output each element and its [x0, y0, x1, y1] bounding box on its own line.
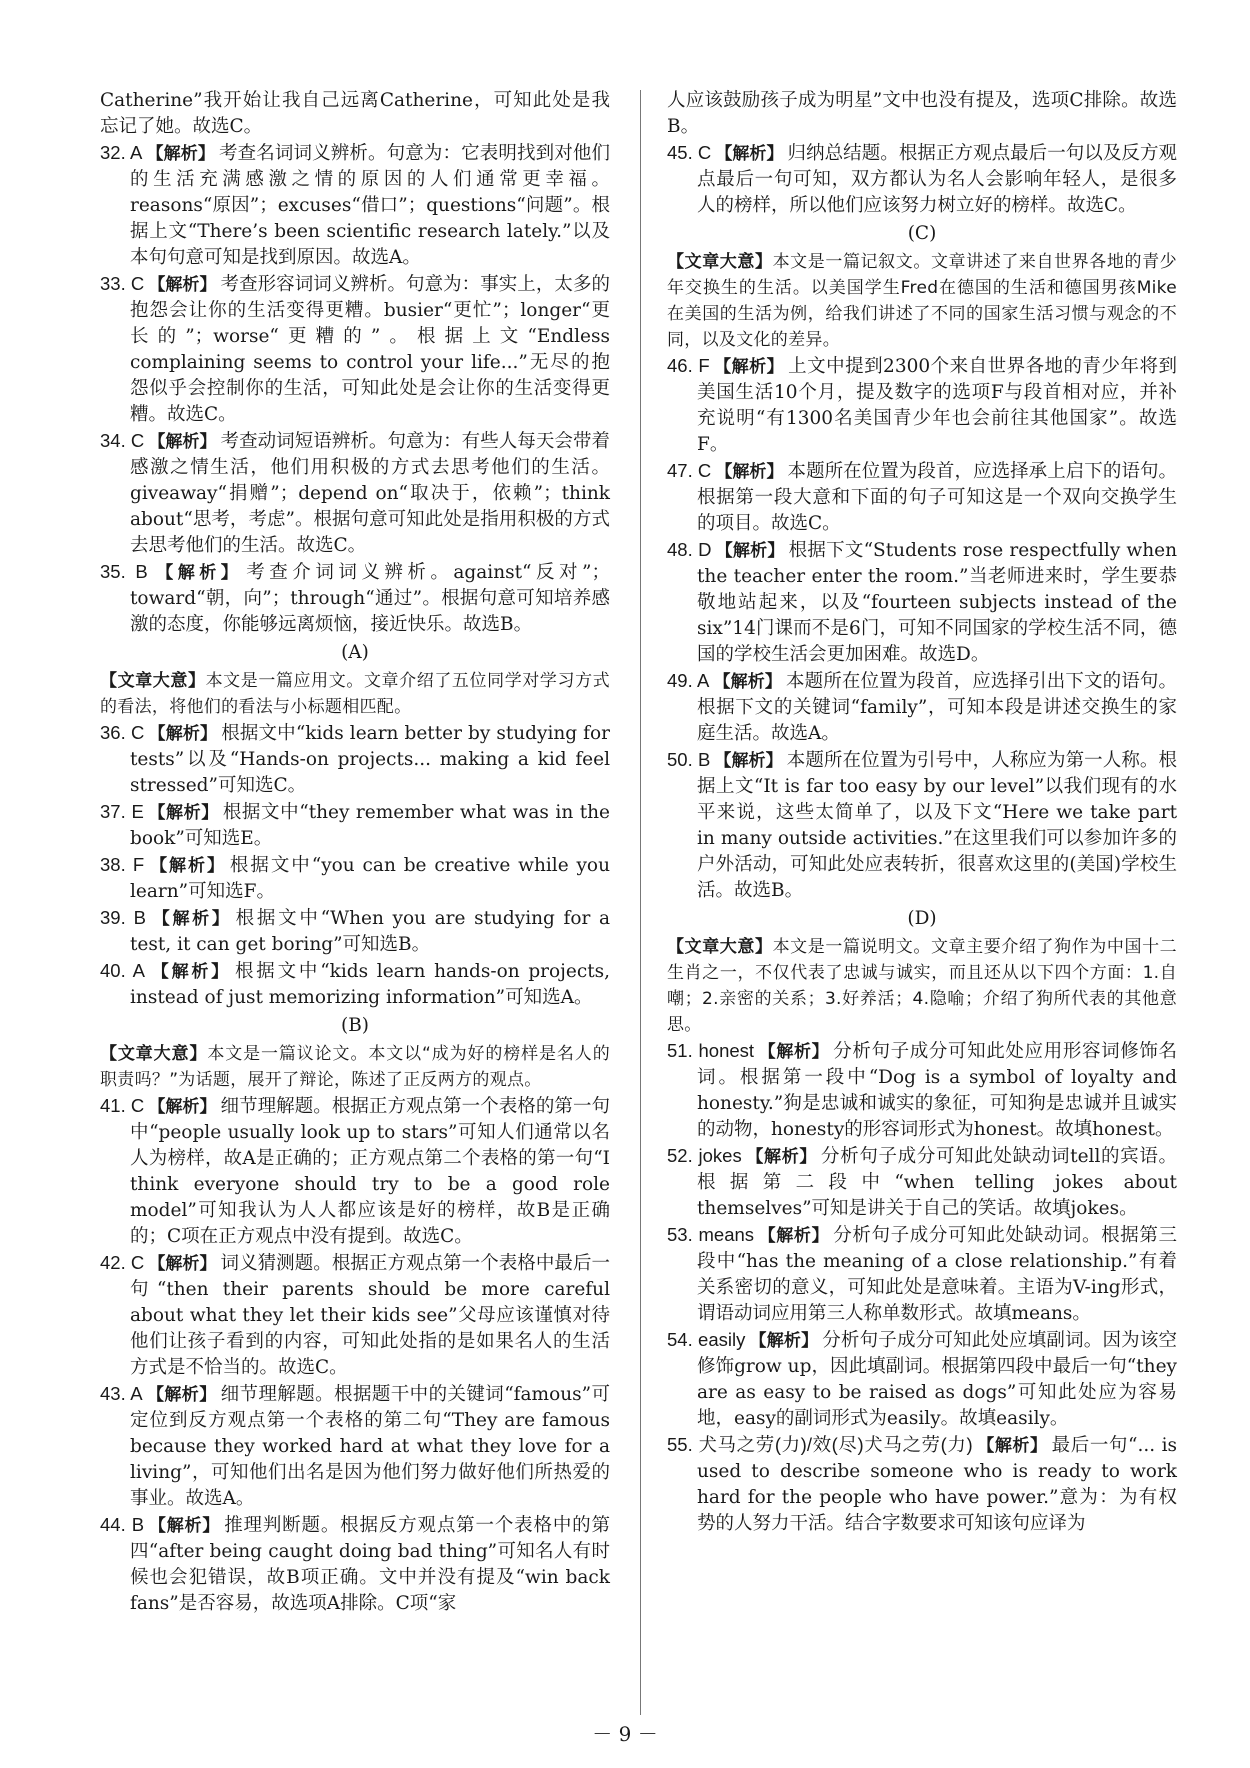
- answer-number: 41. C: [100, 1095, 145, 1116]
- answer-item-44: [100, 1512, 610, 1617]
- analysis-label: 【解析】: [146, 1385, 217, 1405]
- analysis-label: 【解析】: [148, 724, 218, 744]
- analysis-label: 【解析】: [148, 1516, 221, 1536]
- answer-number: 45. C: [667, 142, 712, 163]
- answer-item-50: [667, 747, 1177, 904]
- summary-label: 【文章大意】: [667, 937, 773, 957]
- analysis-label: 【解析】: [715, 541, 785, 561]
- analysis-label: 【解析】: [148, 1254, 217, 1274]
- analysis-label: 【解析】: [713, 357, 785, 377]
- section-heading-c: (C): [907, 223, 937, 244]
- continuation-text: Catherine”我开始让我自己远离Catherine，可知此处是我忘记了她。故选C。: [100, 90, 610, 137]
- article-summary-d: [667, 934, 1177, 1038]
- analysis-label: 【解析】: [146, 144, 215, 164]
- answer-text: 细节理解题。根据正方观点第一个表格的第一句中“people usually look up to stars”可知人们通常以名人为榜样，故A是正确的；正方观点第二个表格的第一句“I think everyone should try to be a good role model”可知我认为人人都应该是好的榜样，故B是正确的；C项在正方观点中没有提到。故选C。: [130, 1096, 611, 1247]
- answer-number: 36. C: [100, 722, 145, 743]
- analysis-label: 【解析】: [148, 275, 217, 295]
- answer-number: 33. C: [100, 273, 145, 294]
- summary-text: 本文是一篇记叙文。文章讲述了来自世界各地的青少年交换生的生活。以美国学生Fred在德国的生活和德国男孩Mike在美国的生活为例，给我们讲述了不同的国家生活习惯与观念的不同，以及文化的差异。: [667, 252, 1177, 350]
- article-summary-c: [667, 249, 1177, 353]
- answer-text: 上文中提到2300个来自世界各地的青少年将到美国生活10个月，提及数字的选项F与段首相对应，并补充说明“有1300名美国青少年也会前往其他国家”。故选F。: [697, 356, 1177, 455]
- summary-text: 本文是一篇说明文。文章主要介绍了狗作为中国十二生肖之一，不仅代表了忠诚与诚实，而且还从以下四个方面：1.自嘲；2.亲密的关系；3.好养活；4.隐喻；介绍了狗所代表的其他意思。: [667, 937, 1177, 1035]
- analysis-label: 【解析】: [151, 563, 243, 583]
- answer-text: 根据文中“they remember what was in the book”可知选E。: [130, 802, 611, 849]
- answer-text: 最后一句“... is used to describe someone who is ready to work hard for the people who have power.”意为：为有权势的人努力干活。结合字数要求可知该句应译为: [697, 1435, 1177, 1534]
- answer-number: 53. means: [667, 1224, 755, 1245]
- analysis-label: 【解析】: [149, 909, 232, 929]
- analysis-label: 【解析】: [758, 1042, 830, 1062]
- answer-item-38: [100, 852, 610, 905]
- analysis-label: 【解析】: [713, 672, 782, 692]
- answer-item-54: [667, 1327, 1177, 1432]
- answer-number: 35. B: [100, 561, 148, 582]
- answer-item-37: [100, 799, 610, 852]
- answer-text: 分析句子成分可知此处缺动词。根据第三段中“has the meaning of a close relationship.”有着关系密切的意义，可知此处是意味着。主语为V-ing形式，谓语动词应用第三人称单数形式。故填means。: [697, 1225, 1178, 1324]
- answer-number: 43. A: [100, 1383, 143, 1404]
- answer-number: 49. A: [667, 670, 710, 691]
- answer-text: 推理判断题。根据反方观点第一个表格中的第四“after being caught doing bad thing”可知名人有时候也会犯错误，故B项正确。文中并没有提及“win back fans”是否容易，故选项A排除。C项“家: [130, 1515, 610, 1614]
- analysis-label: 【解析】: [745, 1147, 818, 1167]
- answer-item-55: [667, 1432, 1177, 1537]
- answer-number: 48. D: [667, 539, 712, 560]
- answer-number: 52. jokes: [667, 1145, 742, 1166]
- answer-text: 词义猜测题。根据正方观点第一个表格中最后一句“then their parents should be more careful about what they let their kids see”父母应该谨慎对待他们让孩子看到的内容，可知此处指的是如果名人的生活方式是不恰当的。故选C。: [130, 1253, 611, 1378]
- analysis-label: 【解析】: [715, 144, 784, 164]
- answer-item-45: [667, 140, 1177, 219]
- section-heading-a: (A): [341, 642, 369, 663]
- analysis-label: 【解析】: [714, 751, 783, 771]
- answer-number: 38. F: [100, 854, 145, 875]
- analysis-label: 【解析】: [148, 1097, 217, 1117]
- answer-text: 根据下文“Students rose respectfully when the teacher enter the room.”当老师进来时，学生要恭敬地站起来，以及“fourteen subjects instead of the six”14门课而不是6门，可知不同国家的学校生活不同，德国的学校生活会更加困难。故选D。: [697, 540, 1178, 665]
- answer-number: 50. B: [667, 749, 711, 770]
- answer-item-52: [667, 1143, 1177, 1222]
- left-column: [100, 88, 610, 1617]
- answer-item-40: [100, 958, 610, 1011]
- answer-item-42: [100, 1250, 610, 1381]
- answer-text: 考查介词词义辨析。against“反对”；toward“朝，向”；through“通过”。根据句意可知培养感激的态度，你能够远离烦恼，接近快乐。故选B。: [130, 562, 611, 635]
- answer-item-53: [667, 1222, 1177, 1327]
- answer-item-33: [100, 271, 610, 428]
- answer-number: 32. A: [100, 142, 143, 163]
- answer-item-49: [667, 668, 1177, 747]
- answer-text: 考查名词词义辨析。句意为：它表明找到对他们的生活充满感激之情的原因的人们通常更幸福。reasons“原因”；excuses“借口”；questions“问题”。根据上文“There’s been scientific research lately.”以及本句句意可知是找到原因。故选A。: [130, 143, 610, 268]
- answer-item-46: [667, 353, 1177, 458]
- answer-item-35: [100, 559, 610, 638]
- section-heading-b: (B): [340, 1015, 370, 1036]
- answer-item-34: [100, 428, 610, 559]
- analysis-label: 【解析】: [148, 962, 231, 982]
- answer-item-36: [100, 720, 610, 799]
- answer-number: 40. A: [100, 960, 145, 981]
- analysis-label: 【解析】: [749, 1331, 819, 1351]
- right-column: [667, 88, 1177, 1537]
- answer-text: 分析句子成分可知此处应填副词。因为该空修饰grow up，因此填副词。根据第四段中最后一句“they are as easy to be raised as dogs”可知此处应为容易地，easy的副词形式为easily。故填easily。: [697, 1330, 1177, 1429]
- answer-number: 54. easily: [667, 1329, 746, 1350]
- answer-text: 考查动词短语辨析。句意为：有些人每天会带着感激之情生活，他们用积极的方式去思考他们的生活。giveaway“捐赠”；depend on“取决于，依赖”；think about“思考，考虑”。根据句意可知此处是指用积极的方式去思考他们的生活。故选C。: [130, 431, 611, 556]
- answer-text: 考查形容词词义辨析。句意为：事实上，太多的抱怨会让你的生活变得更糟。busier“更忙”；longer“更长的”；worse“更糟的”。根据上文“Endless complaining seems to control your life...”无尽的抱怨似乎会控制你的生活，可知此处是会让你的生活变得更糟。故选C。: [130, 274, 611, 425]
- analysis-label: 【解析】: [758, 1226, 830, 1246]
- analysis-label: 【解析】: [148, 856, 226, 876]
- column-divider: [640, 90, 641, 1715]
- answer-item-41: [100, 1093, 610, 1250]
- summary-text: 本文是一篇应用文。文章介绍了五位同学对学习方式的看法，将他们的看法与小标题相匹配。: [100, 671, 610, 717]
- answer-text: 本题所在位置为段首，应选择承上启下的语句。根据第一段大意和下面的句子可知这是一个双向交换学生的项目。故选C。: [697, 461, 1178, 534]
- answer-text: 分析句子成分可知此处应用形容词修饰名词。根据第一段中“Dog is a symbol of loyalty and honesty.”狗是忠诚和诚实的象征，可知狗是忠诚并且诚实的动物，honesty的形容词形式为honest。故填honest。: [697, 1041, 1177, 1140]
- answer-number: 51. honest: [667, 1040, 755, 1061]
- summary-label: 【文章大意】: [667, 252, 773, 272]
- answer-text: 根据文中“kids learn hands-on projects, instead of just memorizing information”可知选A。: [130, 961, 610, 1008]
- answer-number: 47. C: [667, 460, 712, 481]
- answer-number: 44. B: [100, 1514, 145, 1535]
- continuation-text: 人应该鼓励孩子成为明星”文中也没有提及，选项C排除。故选B。: [667, 90, 1177, 137]
- answer-number: 39. B: [100, 907, 146, 928]
- answer-number: 42. C: [100, 1252, 145, 1273]
- answer-item-43: [100, 1381, 610, 1512]
- answer-item-51: [667, 1038, 1177, 1143]
- answer-number: 34. C: [100, 430, 145, 451]
- summary-label: 【文章大意】: [100, 1044, 208, 1064]
- summary-label: 【文章大意】: [100, 671, 206, 691]
- answer-item-39: [100, 905, 610, 958]
- answer-text: 细节理解题。根据题干中的关键词“famous”可定位到反方观点第一个表格的第二句“They are famous because they worked hard at what they love for a living”，可知他们出名是因为他们努力做好他们所热爱的事业。故选A。: [130, 1384, 610, 1509]
- answer-text: 本题所在位置为段首，应选择引出下文的语句。根据下文的关键词“family”，可知本段是讲述交换生的家庭生活。故选A。: [697, 671, 1177, 744]
- analysis-label: 【解析】: [715, 462, 784, 482]
- answer-number: 37. E: [100, 801, 144, 822]
- analysis-label: 【解析】: [148, 432, 217, 452]
- answer-number: 55. 犬马之劳(力)/效(尽)犬马之劳(力): [667, 1434, 973, 1455]
- answer-text: 本题所在位置为引号中，人称应为第一人称。根据上文“It is far too easy by our level”以我们现有的水平来说，这些太简单了，以及下文“Here we take part in many outside activities.”在这里我们可以参加许多的户外活动，可知此处应表转折，很喜欢这里的(美国)学校生活。故选B。: [697, 750, 1178, 901]
- answer-text: 分析句子成分可知此处缺动词tell的宾语。根据第二段中“when telling jokes about themselves”可知是讲关于自己的笑话。故填jokes。: [697, 1146, 1178, 1219]
- article-summary-b: [100, 1041, 610, 1093]
- answer-item-48: [667, 537, 1177, 668]
- section-heading-d: (D): [907, 908, 937, 929]
- analysis-label: 【解析】: [147, 803, 219, 823]
- article-summary-a: [100, 668, 610, 720]
- answer-text: 根据文中“kids learn better by studying for tests”以及“Hands-on projects... making a kid feel stressed”可知选C。: [130, 723, 611, 796]
- answer-text: 根据文中“When you are studying for a test, it can get boring”可知选B。: [130, 908, 611, 955]
- answer-text: 归纳总结题。根据正方观点最后一句以及反方观点最后一句可知，双方都认为名人会影响年轻人，是很多人的榜样，所以他们应该努力树立好的榜样。故选C。: [697, 143, 1178, 216]
- answer-number: 46. F: [667, 355, 710, 376]
- answer-text: 根据文中“you can be creative while you learn”可知选F。: [130, 855, 610, 902]
- page-number: － 9 －: [592, 1722, 658, 1746]
- answer-item-32: [100, 140, 610, 271]
- answer-item-47: [667, 458, 1177, 537]
- analysis-label: 【解析】: [976, 1436, 1048, 1456]
- summary-text: 本文是一篇议论文。本文以“成为好的榜样是名人的职责吗？”为话题，展开了辩论，陈述了正反两方的观点。: [100, 1044, 610, 1090]
